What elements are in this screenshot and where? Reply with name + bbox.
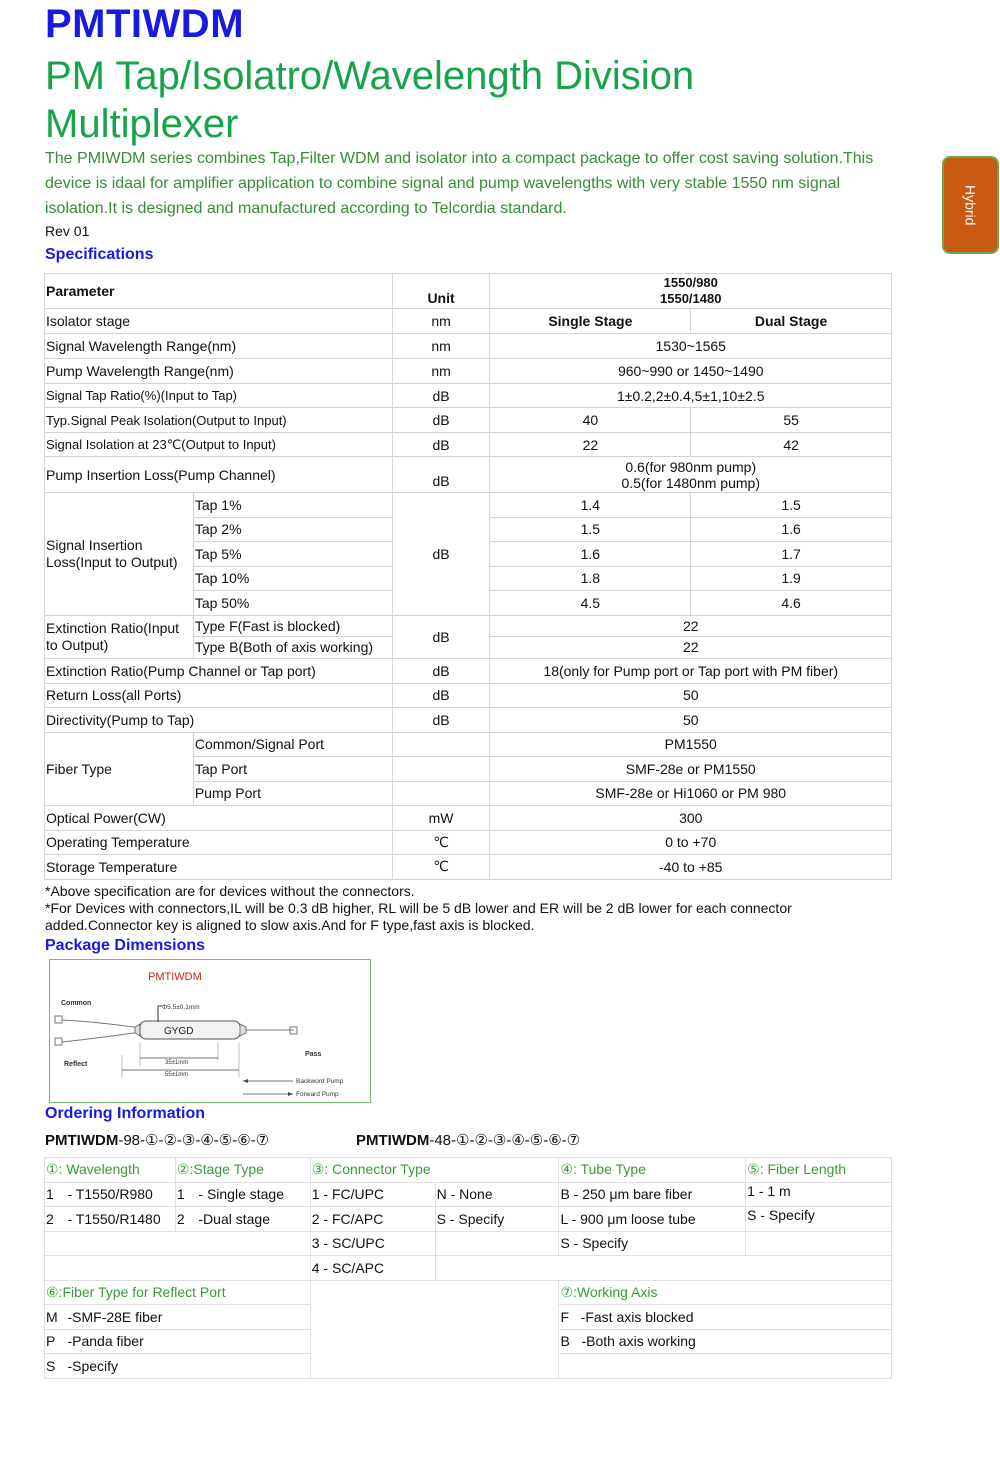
row-value	[490, 457, 892, 493]
specifications-table	[44, 273, 892, 880]
row-value: SMF-28e or Hi1060 or PM 980	[490, 781, 892, 806]
table-row	[45, 1231, 892, 1256]
option-code: 1	[175, 1182, 197, 1207]
reflect-fiber-header: ⑥:Fiber Type for Reflect Port	[45, 1280, 311, 1305]
revision-label: Rev 01	[45, 223, 90, 239]
er-label-line2: to Output)	[46, 636, 109, 653]
option-code: S	[45, 1354, 67, 1379]
row-unit	[392, 757, 490, 782]
table-row	[45, 1182, 892, 1207]
table-row	[45, 359, 892, 384]
row-label: Pump Wavelength Range(nm)	[45, 359, 393, 384]
er-label-line1: Extinction Ratio(Input	[46, 619, 180, 636]
code-prefix: PMTIWDM	[356, 1132, 430, 1149]
common-label: Common	[61, 1000, 92, 1007]
row-unit: dB	[392, 457, 490, 493]
option-label: N - None	[435, 1182, 559, 1207]
row-unit: dB	[392, 683, 490, 708]
tube-header: ④: Tube Type	[559, 1158, 746, 1183]
note-1: *Above specification are for devices without the connectors.	[45, 883, 415, 899]
dual-stage-value: 4.6	[691, 591, 892, 616]
table-row	[45, 408, 892, 433]
table-row	[45, 830, 892, 855]
row-value: 50	[490, 708, 892, 733]
single-stage-value: 22	[490, 433, 691, 457]
package-drawing	[50, 960, 372, 1104]
reflect-label: Reflect	[64, 1061, 88, 1068]
row-unit: nm	[392, 359, 490, 384]
reflect-connector	[55, 1038, 62, 1045]
reflect-fiber	[62, 1032, 140, 1042]
row-label: Directivity(Pump to Tap)	[45, 708, 393, 733]
dim-35-label: 35±1mm	[165, 1060, 189, 1066]
table-row	[45, 683, 892, 708]
row-value: 22	[490, 615, 892, 636]
option-label: -Dual stage	[197, 1207, 310, 1232]
package-diagram	[49, 959, 371, 1103]
connector-header: ③: Connector Type	[310, 1158, 559, 1183]
row-unit: ℃	[392, 855, 490, 880]
ordering-code-98	[45, 1131, 269, 1149]
row-value: -40 to +85	[490, 855, 892, 880]
option-label: 4 - SC/APC	[310, 1256, 435, 1281]
row-value: PM1550	[490, 732, 892, 757]
working-axis-header: ⑦:Working Axis	[559, 1280, 892, 1305]
package-heading: Package Dimensions	[45, 937, 206, 954]
dual-stage-value: 55	[691, 408, 892, 433]
row-unit: nm	[392, 309, 490, 334]
header-unit: Unit	[392, 274, 490, 309]
axis-option	[559, 1329, 892, 1354]
table-row	[45, 274, 892, 309]
diameter-label: Φ5.5±0.1mm	[162, 1004, 200, 1011]
table-row	[45, 1256, 892, 1281]
row-label: Storage Temperature	[45, 855, 393, 880]
dim-55-label: 55±1mm	[165, 1072, 189, 1078]
option-code: 2	[175, 1207, 197, 1232]
table-row	[45, 493, 892, 518]
table-row	[45, 384, 892, 408]
row-unit: dB	[392, 433, 490, 457]
row-value: 1530~1565	[490, 334, 892, 359]
dual-stage-value: 1.9	[691, 566, 892, 591]
note-2: *For Devices with connectors,IL will be 0.3 dB higher, RL will be 5 dB lower and ER will be 2 dB lower for each connector added.Connector key is aligned to slow axis.And for F type,fast axis is blocked.	[45, 900, 792, 933]
axis-option	[559, 1305, 892, 1330]
fiber-port-label: Common/Signal Port	[193, 732, 392, 757]
row-label: Extinction Ratio(Pump Channel or Tap port)	[45, 658, 393, 683]
row-unit: dB	[392, 408, 490, 433]
single-stage-value: 4.5	[490, 591, 691, 616]
option-label: - Single stage	[197, 1182, 310, 1207]
fiber-port-label: Tap Port	[193, 757, 392, 782]
option-code: B	[560, 1333, 570, 1350]
option-label: 1 - FC/UPC	[310, 1182, 435, 1207]
dual-stage-value: 42	[691, 433, 892, 457]
row-label: Return Loss(all Ports)	[45, 683, 393, 708]
header-config-980: 1550/980	[663, 275, 718, 290]
code-suffix: -48-①-②-③-④-⑤-⑥-⑦	[429, 1132, 581, 1149]
row-value: 1±0.2,2±0.4,5±1,10±2.5	[490, 384, 892, 408]
page-subtitle: PM Tap/Isolatro/Wavelength Division Multiplexer	[45, 54, 695, 146]
type-b-label: Type B(Both of axis working)	[193, 636, 392, 658]
row-label: Pump Insertion Loss(Pump Channel)	[45, 457, 393, 493]
option-code: F	[560, 1308, 569, 1325]
table-row	[45, 1207, 892, 1232]
row-unit: nm	[392, 334, 490, 359]
option-label: L - 900 μm loose tube	[559, 1207, 746, 1232]
option-code: 1	[45, 1182, 67, 1207]
single-stage-value: 1.8	[490, 566, 691, 591]
option-code: P	[45, 1329, 67, 1354]
option-label: 1 - 1 m	[746, 1182, 892, 1207]
row-unit: mW	[392, 806, 490, 831]
backward-pump-label: Backword Pump	[296, 1078, 344, 1085]
ordering-table	[44, 1157, 892, 1379]
forward-pump-label: Forward Pump	[296, 1091, 339, 1098]
tap-label: Tap 50%	[193, 591, 392, 616]
row-value: 960~990 or 1450~1490	[490, 359, 892, 384]
option-label: - T1550/R980	[66, 1182, 175, 1207]
row-value: 22	[490, 636, 892, 658]
stage-header: ②:Stage Type	[175, 1158, 310, 1183]
single-stage-value: 1.6	[490, 542, 691, 567]
row-unit: dB	[392, 615, 490, 658]
signal-insertion-loss-label	[45, 493, 194, 616]
ordering-code-48	[356, 1131, 580, 1149]
row-label: Optical Power(CW)	[45, 806, 393, 831]
pump-il-1480: 0.5(for 1480nm pump)	[621, 474, 760, 491]
row-unit: dB	[392, 384, 490, 408]
code-suffix: -98-①-②-③-④-⑤-⑥-⑦	[118, 1132, 270, 1149]
tap-label: Tap 1%	[193, 493, 392, 518]
page-title: PMTIWDM	[45, 2, 245, 46]
table-row	[45, 309, 892, 334]
specifications-heading: Specifications	[45, 246, 154, 263]
left-boot	[135, 1024, 140, 1036]
product-description: The PMIWDM series combines Tap,Filter WDM and isolator into a compact package to offer cost saving solution.This device is idaal for amplifier application to combine signal and pump wavelengths with very stable 1550 nm signal isolation.It is designed and manufactured according to Telcordia standard.	[45, 150, 874, 217]
row-unit: dB	[392, 658, 490, 683]
table-row	[45, 334, 892, 359]
diagram-title: PMTIWDM	[148, 971, 202, 983]
table-row	[45, 658, 892, 683]
tap-label: Tap 10%	[193, 566, 392, 591]
extinction-ratio-label	[45, 615, 194, 658]
option-label: - T1550/R1480	[66, 1207, 175, 1232]
row-unit	[392, 732, 490, 757]
option-label: S - Specify	[435, 1207, 559, 1232]
table-row	[45, 457, 892, 493]
hybrid-side-tab[interactable]	[942, 156, 999, 254]
length-header: ⑤: Fiber Length	[746, 1158, 892, 1183]
option-label: B - 250 μm bare fiber	[559, 1182, 746, 1207]
row-value: 0 to +70	[490, 830, 892, 855]
header-configuration	[490, 274, 892, 309]
row-value: SMF-28e or PM1550	[490, 757, 892, 782]
row-unit: dB	[392, 493, 490, 616]
dual-stage-header: Dual Stage	[691, 309, 892, 334]
row-label: Signal Wavelength Range(nm)	[45, 334, 393, 359]
row-label: Typ.Signal Peak Isolation(Output to Input)	[45, 408, 393, 433]
tap-label: Tap 5%	[193, 542, 392, 567]
option-code: 2	[45, 1207, 67, 1232]
table-row	[45, 1158, 892, 1183]
sil-label-line1: Signal Insertion	[46, 536, 143, 553]
table-row	[45, 1280, 892, 1305]
table-row	[45, 615, 892, 636]
option-label: -Panda fiber	[66, 1329, 310, 1354]
single-stage-value: 1.5	[490, 517, 691, 542]
single-stage-value: 40	[490, 408, 691, 433]
option-label: -SMF-28E fiber	[66, 1305, 310, 1330]
option-label: -Both axis working	[581, 1333, 696, 1350]
option-label: -Fast axis blocked	[580, 1308, 694, 1325]
row-label: Isolator stage	[45, 309, 393, 334]
wavelength-header: ①: Wavelength	[45, 1158, 176, 1183]
fiber-port-label: Pump Port	[193, 781, 392, 806]
row-label: Signal Isolation at 23℃(Output to Input)	[45, 433, 393, 457]
ordering-heading: Ordering Information	[45, 1105, 205, 1122]
dual-stage-value: 1.6	[691, 517, 892, 542]
row-value: 300	[490, 806, 892, 831]
code-prefix: PMTIWDM	[45, 1132, 119, 1149]
fiber-type-label: Fiber Type	[45, 732, 194, 806]
row-label: Operating Temperature	[45, 830, 393, 855]
hybrid-tab-label: Hybrid	[962, 184, 979, 226]
option-label: S - Specify	[559, 1231, 746, 1256]
tap-label: Tap 2%	[193, 517, 392, 542]
option-code: M	[45, 1305, 67, 1330]
pump-il-980: 0.6(for 980nm pump)	[625, 458, 757, 475]
option-label: S - Specify	[746, 1207, 892, 1232]
option-label: 2 - FC/APC	[310, 1207, 435, 1232]
option-label: 3 - SC/UPC	[310, 1231, 435, 1256]
table-row	[45, 855, 892, 880]
common-fiber	[62, 1020, 140, 1028]
spec-notes	[45, 883, 895, 934]
header-config-1480: 1550/1480	[660, 291, 722, 306]
type-f-label: Type F(Fast is blocked)	[193, 615, 392, 636]
header-parameter: Parameter	[45, 274, 393, 309]
right-boot	[240, 1024, 246, 1036]
option-label: -Specify	[66, 1354, 310, 1379]
dual-stage-value: 1.7	[691, 542, 892, 567]
table-row	[45, 708, 892, 733]
table-row	[45, 433, 892, 457]
common-connector	[55, 1016, 62, 1023]
single-stage-value: 1.4	[490, 493, 691, 518]
row-unit: dB	[392, 708, 490, 733]
pass-label: Pass	[305, 1051, 322, 1058]
sil-label-line2: Loss(Input to Output)	[46, 553, 178, 570]
row-value: 18(only for Pump port or Tap port with PM fiber)	[490, 658, 892, 683]
table-row	[45, 806, 892, 831]
row-unit: ℃	[392, 830, 490, 855]
row-value: 50	[490, 683, 892, 708]
dual-stage-value: 1.5	[691, 493, 892, 518]
single-stage-header: Single Stage	[490, 309, 691, 334]
table-row	[45, 732, 892, 757]
row-unit	[392, 781, 490, 806]
body-label: GYGD	[164, 1026, 194, 1037]
row-label: Signal Tap Ratio(%)(Input to Tap)	[45, 384, 393, 408]
